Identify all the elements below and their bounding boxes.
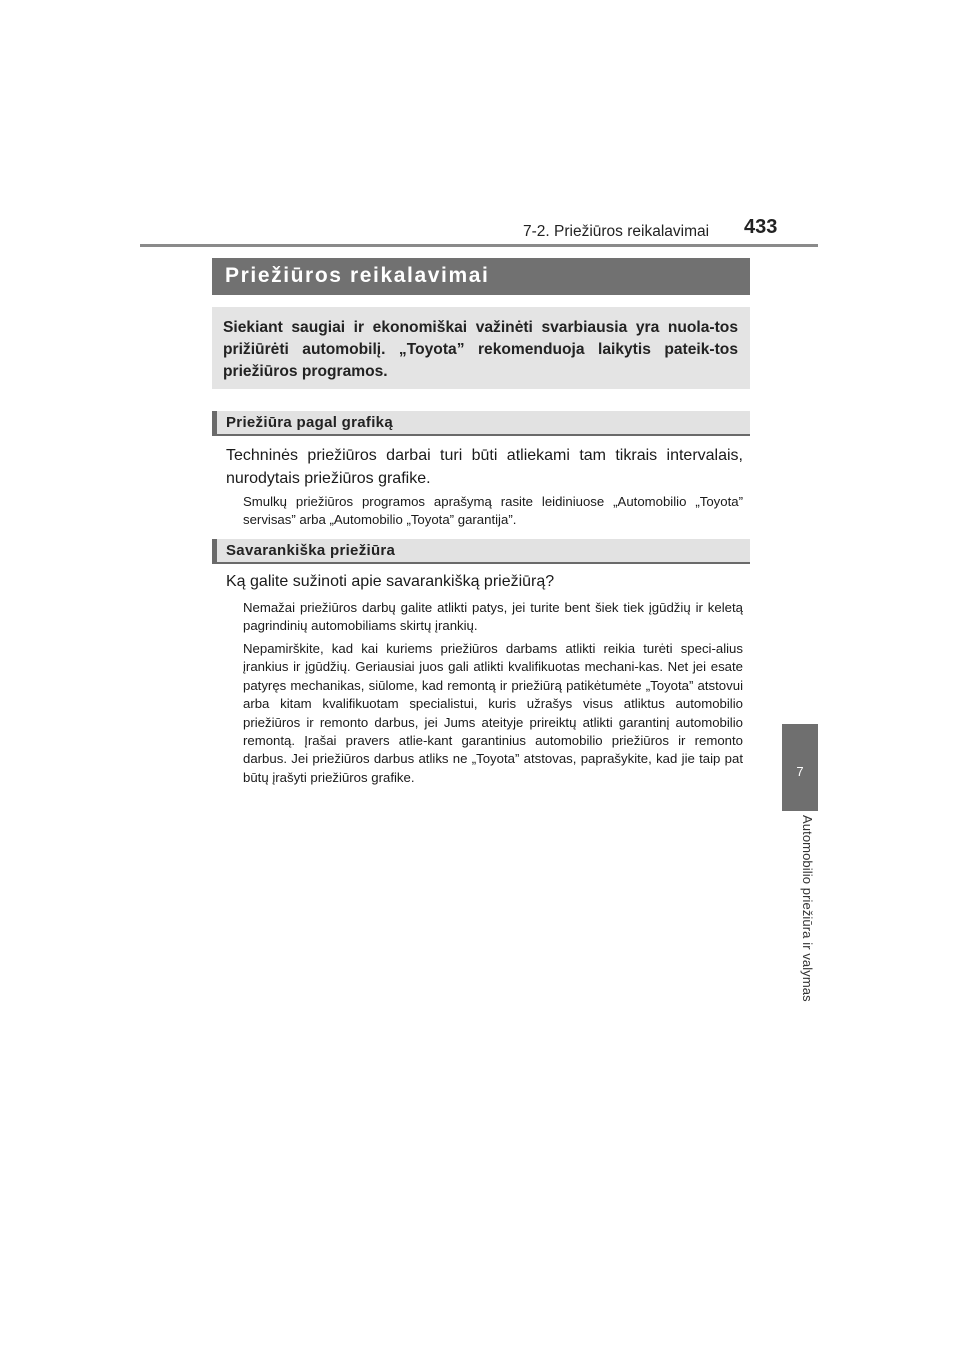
section-lead-text: Ką galite sužinoti apie savarankišką priežiūrą?: [226, 573, 555, 590]
page-number: 433: [744, 216, 778, 238]
section-heading-text: Savarankiška priežiūra: [226, 542, 396, 559]
section-heading-marker: [212, 411, 217, 436]
section-paragraph: Nemažai priežiūros darbų galite atlikti patys, jei turite bent šiek tiek įgūdžių ir keletą pagrindinių automobiliams skirtų įrankių.: [243, 600, 743, 634]
section-paragraph: Smulkų priežiūros programos aprašymą rasite leidiniuose „Automobilio „Toyota” servisas” arba „Automobilio „Toyota” garantija”.: [243, 494, 743, 528]
main-title-bar: [212, 258, 750, 295]
section-heading-marker: [212, 539, 217, 564]
chapter-tab: [782, 724, 818, 811]
chapter-label: Automobilio priežiūra ir valymas: [800, 815, 815, 1002]
section-lead-text: Techninės priežiūros darbai turi būti atliekami tam tikrais intervalais, nurodytais priežiūros grafike.: [226, 447, 743, 487]
chapter-number: 7: [796, 764, 804, 779]
main-title: Priežiūros reikalavimai: [225, 264, 490, 287]
intro-text: Siekiant saugiai ir ekonomiškai važinėti svarbiausia yra nuola-tos prižiūrėti automobilį. „Toyota” rekomenduoja laikytis pateik-tos priežiūros programos.: [223, 319, 738, 380]
header-section-title: 7-2. Priežiūros reikalavimai: [523, 223, 710, 240]
intro-box: [212, 307, 750, 389]
header-rule: [140, 244, 818, 247]
section-heading-text: Priežiūra pagal grafiką: [226, 414, 393, 431]
section-paragraph: Nepamirškite, kad kai kuriems priežiūros darbams atlikti reikia turėti speci-alius įrankius ir įgūdžių. Geriausiai juos gali atlikti kvalifikuotas mechani-kas. Net jei esate patyręs mechanikas, siūlome, kad remontą ir priežiūrą patikėtumėte „Toyota” atstovui arba kitam kvalifikuotam specialistui, kuris užrašys visus atliktus automobilio priežiūros ir remonto darbus, jei Jums ateityje prireiktų atlikti garantinį automobilio remontą. Įrašai pravers atlie-kant garantinius automobilio priežiūros ir remonto darbus. Jei priežiūros darbus atliks ne „Toyota” atstovas, paprašykite, kad jie taip pat būtų įrašyti priežiūros grafike.: [243, 641, 743, 785]
section-heading-self-maintenance: [212, 539, 750, 564]
section-heading-schedule: [212, 411, 750, 436]
